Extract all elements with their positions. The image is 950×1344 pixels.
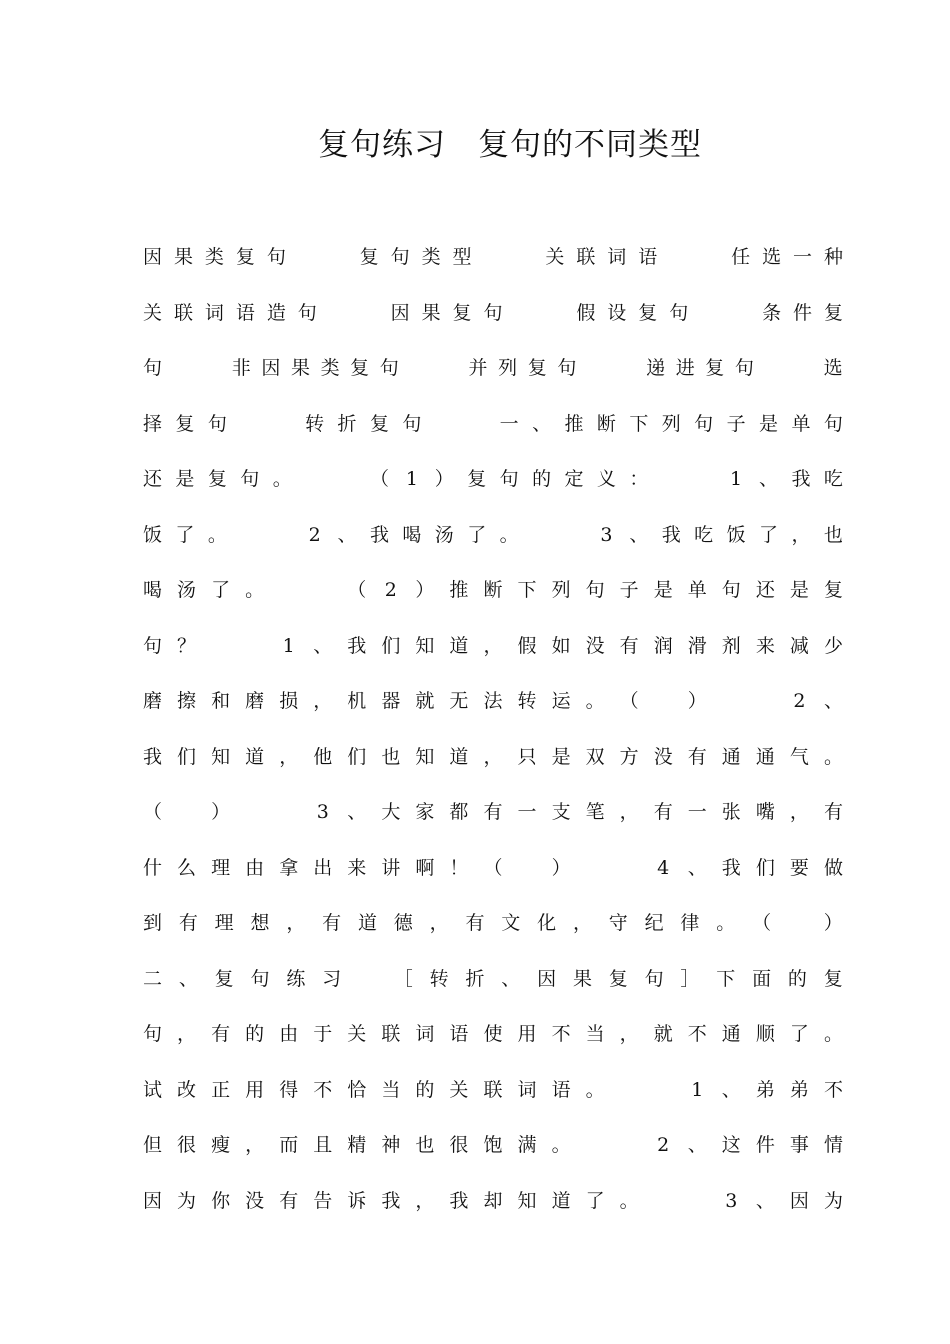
text-line: 还 是 复 句 。 （ 1 ） 复 句 的 定 义 ： 1 、 我 吃 — [143, 468, 843, 490]
text-line: 什 么 理 由 拿 出 来 讲 啊 ！ （ ） 4 、 我 们 要 做 — [143, 856, 843, 879]
text-line: 句 ， 有 的 由 于 关 联 词 语 使 用 不 当 ， 就 不 通 顺 了 。 — [143, 1023, 843, 1045]
text-line: 磨 擦 和 磨 损 ， 机 器 就 无 法 转 运 。 （ ） 2 、 — [143, 690, 843, 712]
text-line: 因 果 类 复 句 复 句 类 型 关 联 词 语 任 选 一 种 — [143, 246, 843, 268]
text-line: 因 为 你 没 有 告 诉 我 ， 我 却 知 道 了 。 3 、 因 为 — [143, 1189, 843, 1212]
text-line: 句 非 因 果 类 复 句 并 列 复 句 递 进 复 句 选 — [143, 357, 843, 379]
text-line: 饭 了 。 2 、 我 喝 汤 了 。 3 、 我 吃 饭 了 ， 也 — [143, 523, 843, 546]
text-line: 择 复 句 转 折 复 句 一 、 推 断 下 列 句 子 是 单 句 — [143, 412, 843, 435]
text-line: 关 联 词 语 造 句 因 果 复 句 假 设 复 句 条 件 复 — [143, 301, 843, 324]
text-line: 但 很 瘦 ， 而 且 精 神 也 很 饱 满 。 2 、 这 件 事 情 — [143, 1134, 843, 1156]
text-line: （ ） 3 、 大 家 都 有 一 支 笔 ， 有 一 张 嘴 ， 有 — [143, 801, 843, 823]
text-line: 喝 汤 了 。 （ 2 ） 推 断 下 列 句 子 是 单 句 还 是 复 — [143, 579, 843, 601]
text-line: 到 有 理 想 ， 有 道 德 ， 有 文 化 ， 守 纪 律 。 （ ） — [143, 912, 843, 934]
text-line: 试 改 正 用 得 不 恰 当 的 关 联 词 语 。 1 、 弟 弟 不 — [143, 1078, 843, 1101]
text-line: 二 、 复 句 练 习 ［ 转 折 、 因 果 复 句 ］ 下 面 的 复 — [143, 967, 843, 990]
text-line: 我 们 知 道 ， 他 们 也 知 道 ， 只 是 双 方 没 有 通 通 气 。 — [143, 745, 843, 768]
document-title: 复句练习 复句的不同类型 — [318, 127, 702, 163]
text-line: 句 ？ 1 、 我 们 知 道 ， 假 如 没 有 润 滑 剂 来 减 少 — [143, 634, 843, 657]
